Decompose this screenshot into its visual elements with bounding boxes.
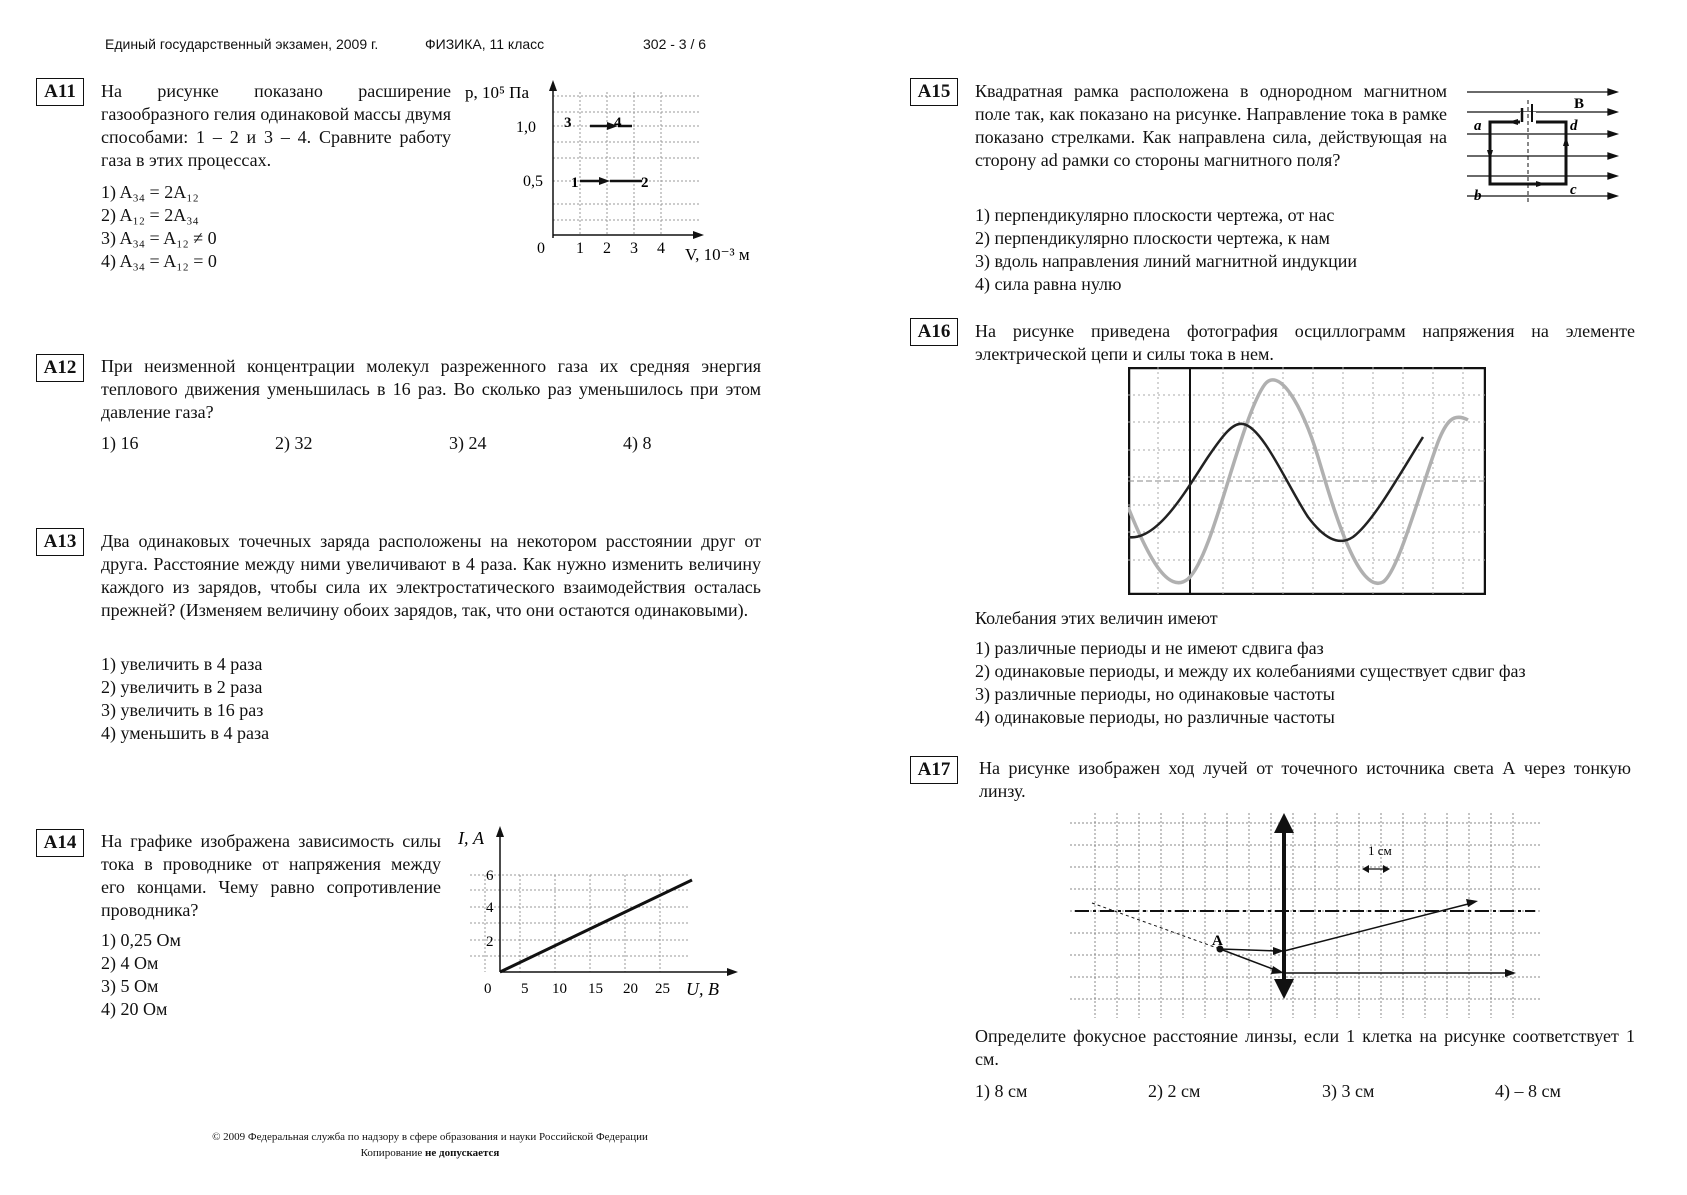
- x-tick-20: 20: [623, 981, 638, 997]
- options-a14: [101, 929, 181, 1021]
- option[interactable]: 1) увеличить в 4 раза: [101, 654, 263, 674]
- question-text-a13: Два одинаковых точечных заряда расположены на некотором расстоянии друг от друга. Расстояние между ними увеличивают в 4 раза. Как нужно изменить величину каждого из зарядов, чтобы сила их электростатического взаимодействия осталась прежней? (Изменяем величину обоих зарядов, так, что они остаются одинаковыми).: [101, 531, 761, 620]
- option[interactable]: 3) A₃₄ = A₁₂ ≠ 0: [101, 228, 217, 248]
- option[interactable]: 4) одинаковые периоды, но различные частоты: [975, 707, 1335, 727]
- iu-graph: [450, 820, 750, 1005]
- option[interactable]: 3) вдоль направления линий магнитной индукции: [975, 251, 1358, 271]
- footer-copy-prefix: Копирование: [360, 1147, 426, 1159]
- ray-extension: [1092, 903, 1220, 949]
- option[interactable]: 1) различные периоды и не имеют сдвига фаз: [975, 638, 1324, 658]
- label-c: c: [1570, 182, 1577, 198]
- footer-copyright: © 2009 Федеральная служба по надзору в сфере образования и науки Российской Федерации: [212, 1131, 648, 1143]
- option[interactable]: 2) 32: [275, 433, 313, 453]
- y-axis-label: I, А: [458, 828, 484, 848]
- magnetic-frame-figure: [1462, 82, 1622, 207]
- grid: [1070, 813, 1540, 1018]
- question-prompt-a16: Колебания этих величин имеют: [975, 608, 1218, 628]
- option[interactable]: 2) 2 см: [1148, 1081, 1201, 1101]
- option[interactable]: 1) 8 см: [975, 1081, 1028, 1101]
- y-tick-1: 1,0: [516, 119, 536, 136]
- x-tick-4: 4: [657, 240, 665, 257]
- option[interactable]: 3) различные периоды, но одинаковые частоты: [975, 684, 1335, 704]
- origin-label: 0: [537, 240, 545, 257]
- y-tick-6: 6: [486, 868, 494, 884]
- question-label-a15: А15: [910, 78, 958, 106]
- label-a: a: [1474, 118, 1482, 134]
- ray-incident-1: [1220, 949, 1278, 951]
- x-tick-1: 1: [576, 240, 584, 257]
- options-a15: [975, 204, 1357, 296]
- question-text-a12: При неизменной концентрации молекул разреженного газа их средняя энергия теплового движения уменьшилась в 16 раз. Во сколько раз уменьшилось при этом давление газа?: [101, 356, 761, 422]
- question-prompt-a17: Определите фокусное расстояние линзы, если 1 клетка на рисунке соответствует 1 см.: [975, 1026, 1635, 1069]
- pv-graph: [460, 78, 770, 268]
- scale-label: 1 см: [1368, 843, 1392, 858]
- option[interactable]: 1) 16: [101, 433, 139, 453]
- x-tick-5: 5: [521, 981, 529, 997]
- lens-arrow-bottom: [1274, 979, 1294, 999]
- header-subject: ФИЗИКА, 11 класс: [425, 36, 545, 52]
- x-tick-3: 3: [630, 240, 638, 257]
- header-exam: Единый государственный экзамен, 2009 г.: [105, 36, 379, 52]
- iu-line: [500, 880, 692, 972]
- x-tick-10: 10: [552, 981, 567, 997]
- option[interactable]: 2) перпендикулярно плоскости чертежа, к нам: [975, 228, 1330, 248]
- label-A: A: [1212, 933, 1223, 949]
- option[interactable]: 2) увеличить в 2 раза: [101, 677, 263, 697]
- option[interactable]: 3) 3 см: [1322, 1081, 1375, 1101]
- question-label-a13: А13: [36, 528, 84, 556]
- option[interactable]: 2) одинаковые периоды, и между их колебаниями существует сдвиг фаз: [975, 661, 1526, 681]
- point-1: 1: [571, 175, 579, 191]
- footer-copy-notice: [130, 1147, 730, 1159]
- y-tick-05: 0,5: [523, 173, 543, 190]
- option[interactable]: 3) 24: [449, 433, 487, 453]
- question-text-a14: На графике изображена зависимость силы тока в проводнике от напряжения между его концами. Чему равно сопротивление проводника?: [101, 831, 441, 920]
- options-a13: [101, 653, 269, 745]
- ray-incident-2: [1220, 949, 1278, 971]
- option[interactable]: 3) 5 Ом: [101, 976, 159, 996]
- x-tick-15: 15: [588, 981, 603, 997]
- lens-ray-figure: [1070, 803, 1540, 1025]
- label-d: d: [1570, 118, 1578, 134]
- oscillogram-figure: [1128, 367, 1486, 595]
- y-tick-4: 4: [486, 900, 494, 916]
- x-axis-label: U, В: [686, 979, 719, 999]
- option[interactable]: 1) перпендикулярно плоскости чертежа, от нас: [975, 205, 1335, 225]
- point-2: 2: [641, 175, 649, 191]
- x-tick-25: 25: [655, 981, 670, 997]
- question-text-a15: Квадратная рамка расположена в однородном магнитном поле так, как показано на рисунке. Направление тока в рамке показано стрелками. Как направлена сила, действующая на сторону ad рамки со стороны магнитного поля?: [975, 81, 1447, 170]
- options-a11: [101, 181, 217, 273]
- option[interactable]: 1) A₃₄ = 2A₁₂: [101, 182, 199, 202]
- header-page: 302 - 3 / 6: [643, 36, 707, 52]
- point-3: 3: [564, 115, 572, 131]
- options-a16: [975, 637, 1526, 729]
- option[interactable]: 4) уменьшить в 4 раза: [101, 723, 270, 743]
- x-tick-2: 2: [603, 240, 611, 257]
- label-b: b: [1474, 188, 1482, 204]
- option[interactable]: 2) 4 Ом: [101, 953, 159, 973]
- option[interactable]: 2) A₁₂ = 2A₃₄: [101, 205, 199, 225]
- option[interactable]: 4) – 8 см: [1495, 1081, 1561, 1101]
- question-label-a14: А14: [36, 829, 84, 857]
- question-label-a17: А17: [910, 756, 958, 784]
- question-text-a16: На рисунке приведена фотография осциллограмм напряжения на элементе электрической цепи и силы тока в нем.: [975, 321, 1635, 364]
- option[interactable]: 4) сила равна нулю: [975, 274, 1122, 294]
- option[interactable]: 3) увеличить в 16 раз: [101, 700, 264, 720]
- origin-label: 0: [484, 981, 492, 997]
- x-axis-label: V, 10⁻³ м: [685, 245, 750, 264]
- question-label-a12: А12: [36, 354, 84, 382]
- option[interactable]: 4) 20 Ом: [101, 999, 168, 1019]
- y-axis-label: p, 10⁵ Па: [465, 83, 529, 102]
- question-label-a16: А16: [910, 318, 958, 346]
- label-B: B: [1574, 96, 1585, 112]
- option[interactable]: 4) A₃₄ = A₁₂ = 0: [101, 251, 217, 271]
- option[interactable]: 1) 0,25 Ом: [101, 930, 181, 950]
- footer-copy-bold: не допускается: [425, 1147, 500, 1159]
- point-4: 4: [614, 115, 622, 131]
- option[interactable]: 4) 8: [623, 433, 652, 453]
- question-label-a11: А11: [36, 78, 84, 106]
- question-text-a17: На рисунке изображен ход лучей от точечного источника света А через тонкую линзу.: [979, 758, 1631, 801]
- question-text-a11: На рисунке показано расширение газообразного гелия одинаковой массы двумя способами: 1 – 2 и 3 – 4. Сравните работу газа в этих процессах.: [101, 81, 451, 170]
- y-tick-2: 2: [486, 934, 494, 950]
